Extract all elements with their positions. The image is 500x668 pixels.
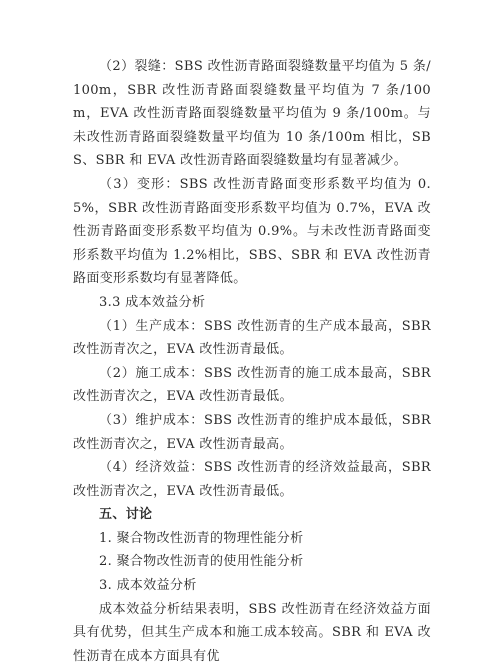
list-item-usage-performance: 2. 聚合物改性沥青的使用性能分析 (99, 554, 304, 570)
paragraph-construction-cost: （2）施工成本：SBS 改性沥青的施工成本最高，SBR 改性沥青次之，EVA 改性沥青最低。 (73, 365, 431, 405)
paragraph-deformation: （3）变形：SBS 改性沥青路面变形系数平均值为 0.5%，SBR 改性沥青路面变形系数平均值为 0.7%，EVA 改性沥青路面变形系数平均值为 0.9%。与未改性沥青路面变形系数平均值为 1.2%相比，SBS、SBR 和 EVA 改性沥青路面变形系数均有显著降低。 (73, 176, 431, 287)
paragraph-cost-benefit-conclusion: 成本效益分析结果表明，SBS 改性沥青在经济效益方面具有优势，但其生产成本和施工成本较高。SBR 和 EVA 改性沥青在成本方面具有优 (73, 601, 431, 664)
paragraph-production-cost: （1）生产成本：SBS 改性沥青的生产成本最高，SBR 改性沥青次之，EVA 改性沥青最低。 (73, 318, 431, 358)
paragraph-cracks: （2）裂缝：SBS 改性沥青路面裂缝数量平均值为 5 条/100m，SBR 改性沥青路面裂缝数量平均值为 7 条/100m，EVA 改性沥青路面裂缝数量平均值为 9 条/100m。与未改性沥青路面裂缝数量平均值为 10 条/100m 相比，SBS、SBR 和 EVA 改性沥青路面裂缝数量均有显著减少。 (73, 59, 431, 169)
document-page (73, 55, 431, 668)
section-heading-discussion: 五、讨论 (99, 507, 153, 523)
list-item-cost-benefit: 3. 成本效益分析 (99, 578, 197, 594)
list-item-physical-properties: 1. 聚合物改性沥青的物理性能分析 (99, 530, 304, 546)
paragraph-economic-benefit: （4）经济效益：SBS 改性沥青的经济效益最高，SBR 改性沥青次之，EVA 改性沥青最低。 (73, 460, 431, 499)
paragraph-maintenance-cost: （3）维护成本：SBS 改性沥青的维护成本最低，SBR 改性沥青次之，EVA 改性沥青最高。 (73, 412, 431, 452)
section-heading-cost-benefit: 3.3 成本效益分析 (99, 294, 206, 310)
